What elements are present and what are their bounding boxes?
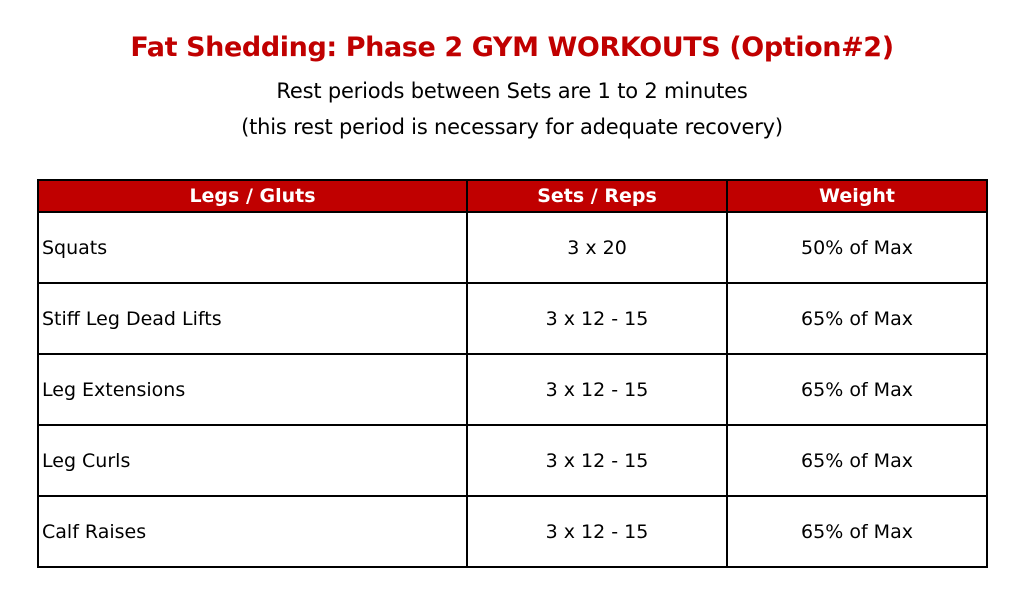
weight-cell: 50% of Max <box>727 212 987 283</box>
exercise-cell: Calf Raises <box>38 496 467 567</box>
weight-cell: 65% of Max <box>727 496 987 567</box>
page-title: Fat Shedding: Phase 2 GYM WORKOUTS (Option#2) <box>130 32 894 63</box>
sets-reps-cell: 3 x 12 - 15 <box>467 283 727 354</box>
weight-cell: 65% of Max <box>727 283 987 354</box>
column-header-sets-reps: Sets / Reps <box>467 180 727 212</box>
exercise-cell: Stiff Leg Dead Lifts <box>38 283 467 354</box>
sets-reps-cell: 3 x 12 - 15 <box>467 496 727 567</box>
table-row <box>38 212 987 283</box>
table-row <box>38 283 987 354</box>
exercise-cell: Leg Extensions <box>38 354 467 425</box>
workout-table <box>37 179 988 568</box>
exercise-cell: Squats <box>38 212 467 283</box>
weight-cell: 65% of Max <box>727 425 987 496</box>
rest-period-note: Rest periods between Sets are 1 to 2 minutes <box>276 79 748 103</box>
sets-reps-cell: 3 x 20 <box>467 212 727 283</box>
column-header-weight: Weight <box>727 180 987 212</box>
sets-reps-cell: 3 x 12 - 15 <box>467 425 727 496</box>
table-row <box>38 354 987 425</box>
weight-cell: 65% of Max <box>727 354 987 425</box>
table-row <box>38 496 987 567</box>
exercise-cell: Leg Curls <box>38 425 467 496</box>
recovery-note: (this rest period is necessary for adequate recovery) <box>241 115 783 139</box>
sets-reps-cell: 3 x 12 - 15 <box>467 354 727 425</box>
table-header-row <box>38 180 987 212</box>
table-row <box>38 425 987 496</box>
column-header-exercise: Legs / Gluts <box>38 180 467 212</box>
